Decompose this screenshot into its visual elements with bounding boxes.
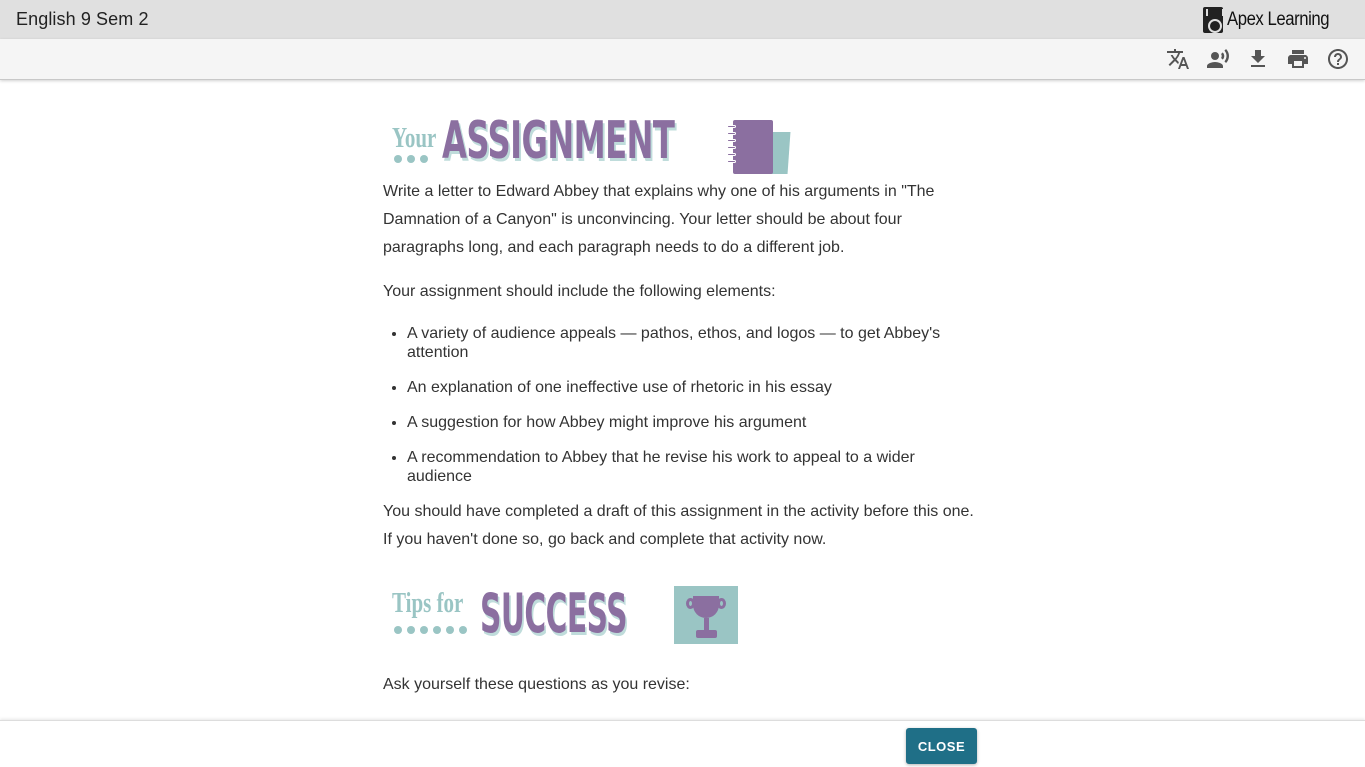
assignment-banner-title: ASSIGNMENT: [442, 111, 675, 171]
brand-name: Apex Learning: [1226, 8, 1330, 30]
toolbar: [0, 39, 1365, 80]
print-icon: [1286, 47, 1310, 71]
assignment-banner-small-text: Your: [392, 123, 437, 154]
list-item: • A suggestion for how Abbey might improve his argument: [407, 413, 977, 432]
tips-lead: Ask yourself these questions as you revise:: [383, 676, 690, 693]
help-button[interactable]: [1326, 47, 1350, 71]
assignment-article: [383, 80, 983, 699]
print-button[interactable]: [1286, 47, 1310, 71]
text-to-speech-icon: [1206, 47, 1230, 71]
bottom-bar: [0, 720, 1365, 767]
help-icon: [1326, 47, 1350, 71]
assignment-intro: Write a letter to Edward Abbey that explains why one of his arguments in "The Damnation of a Canyon" is unconvincing. Your letter should be about four paragraphs long, and each paragraph needs to do a different job.: [383, 183, 935, 256]
banner-dots: [394, 155, 428, 163]
title-bar: [0, 0, 1365, 39]
trophy-icon: [674, 586, 738, 644]
translate-button[interactable]: [1166, 47, 1190, 71]
brand-logo: [1203, 7, 1343, 33]
tips-banner: [392, 582, 983, 648]
tips-banner-title: SUCCESS: [480, 582, 627, 645]
elements-lead: Your assignment should include the following elements:: [383, 283, 776, 300]
content-area[interactable]: [0, 80, 1365, 720]
draft-note: You should have completed a draft of this assignment in the activity before this one. If you haven't done so, go back and complete that activity now.: [383, 503, 974, 548]
download-button[interactable]: [1246, 47, 1270, 71]
course-title: English 9 Sem 2: [16, 9, 149, 29]
apex-logo-icon: [1203, 7, 1223, 33]
list-item: • An explanation of one ineffective use of rhetoric in his essay: [407, 378, 977, 397]
close-button[interactable]: CLOSE: [906, 728, 977, 764]
translate-icon: [1166, 47, 1190, 71]
list-item: • A recommendation to Abbey that he revise his work to appeal to a wider audience: [407, 448, 977, 486]
download-icon: [1246, 47, 1270, 71]
tips-banner-small-text: Tips for: [392, 588, 464, 619]
notebook-icon: [727, 120, 790, 176]
elements-list: [407, 324, 977, 486]
text-to-speech-button[interactable]: [1206, 47, 1230, 71]
list-item: • A variety of audience appeals — pathos, ethos, and logos — to get Abbey's attention: [407, 324, 977, 362]
banner-dots: [394, 626, 467, 634]
assignment-banner: [392, 97, 983, 177]
